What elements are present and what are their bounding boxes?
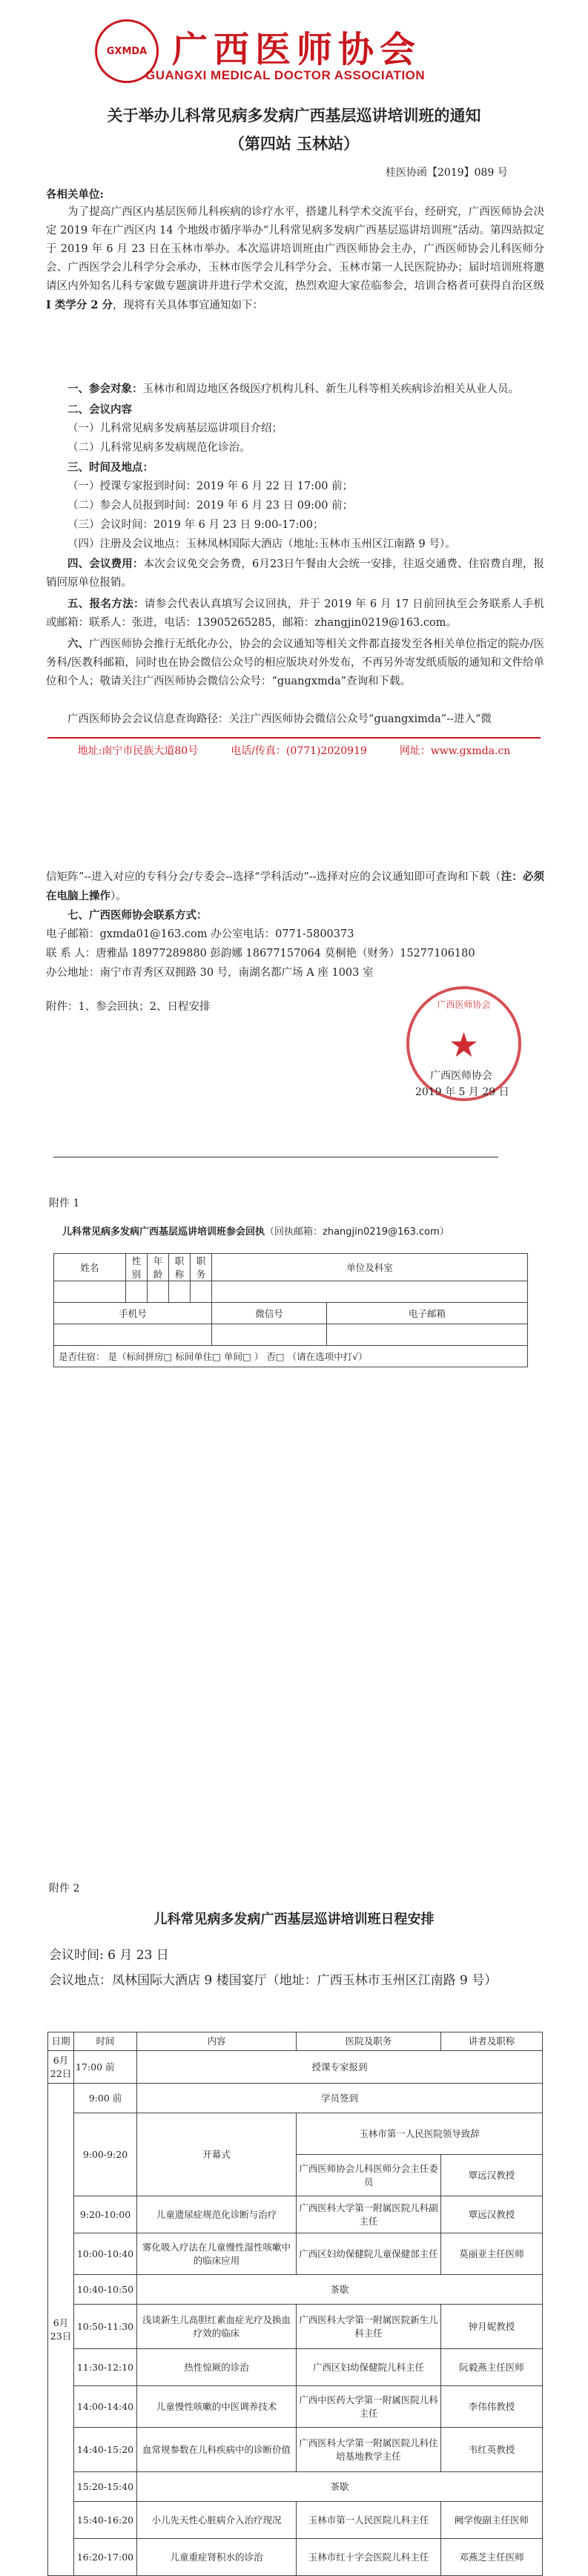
- table-cell: 玉林市第一人民医院领导致辞: [297, 2113, 543, 2155]
- table-cell: 14:40-15:20: [74, 2428, 137, 2472]
- table-cell: 儿科常见病多发病广西基层巡讲培训班参会回执: [62, 1226, 265, 1238]
- table-cell: 玉林市红十字会医院儿科主任: [297, 2539, 441, 2576]
- signature-date: 2019 年 5 月 29 日: [415, 1086, 509, 1098]
- lodging-options[interactable]: 是否住宿： 是（标间拼房□ 标间单住□ 单间□ ） 否□ （请在选项中打√）: [54, 1346, 528, 1367]
- table-cell: 广西医师协会儿科医师分会主任委员: [297, 2155, 441, 2196]
- table-cell: 学员签到: [137, 2084, 543, 2113]
- table-cell: 注：必须在电脑上操作: [46, 871, 544, 902]
- table-cell: 6月22日: [48, 2051, 74, 2084]
- section-6-path: 广西医师协会会议信息查询路径：关注广西医师协会微信公众号“guangximda”--进入“微: [67, 713, 492, 725]
- table-cell: 电话/传真：(0771)2020919: [231, 745, 367, 757]
- table-cell: 浅谈新生儿高胆红素血症光疗及换血疗效的临床: [137, 2305, 297, 2349]
- table-cell[interactable]: [54, 1324, 212, 1346]
- table-cell: 讲者及职称: [441, 2032, 543, 2051]
- table-cell: 职务: [191, 1254, 212, 1281]
- table-cell: 血常规参数在儿科疾病中的诊断价值: [137, 2428, 297, 2472]
- table-cell: 广西医师协会推行无纸化办公，协会的会议通知等相关文件都直接发至各相关单位指定的院办/医务科/医教科邮箱，同时也在协会微信公众号的相应版块对外发布，不再另外寄发纸质版的通知和文件给单位和个人；敬请关注广西医师协会微信公众号：“guangxmda”查询和下载。: [46, 638, 545, 687]
- section-4: [46, 555, 544, 592]
- table-cell: （回执邮箱：zhangjin0219@163.com）: [265, 1226, 449, 1238]
- table-cell: 15:40-16:20: [74, 2502, 137, 2539]
- section-3-item: （二）参会人员报到时间：2019 年 6 月 23 日 09:00 前；: [67, 500, 354, 512]
- table-row: [54, 1254, 528, 1281]
- table-cell: 热性惊厥的诊治: [137, 2349, 297, 2386]
- table-cell: 广西医师协会: [437, 1000, 491, 1010]
- salutation: 各相关单位:: [46, 188, 104, 201]
- table-cell: 覃远汉教授: [441, 2196, 543, 2233]
- table-cell: 医院及职务: [297, 2032, 441, 2051]
- attachment-2-label: 附件 2: [49, 1883, 80, 1895]
- table-row: [48, 2275, 543, 2305]
- table-cell: 10:40-10:50: [74, 2275, 137, 2305]
- table-row: [48, 2428, 543, 2472]
- section-2-item: （一）儿科常见病多发病基层巡讲项目介绍；: [67, 423, 283, 435]
- table-cell: 15:20-15:40: [74, 2472, 137, 2502]
- table-cell: 地址:南宁市民族大道80号: [77, 745, 199, 757]
- table-row: [48, 2349, 543, 2386]
- receipt-table: [53, 1253, 528, 1367]
- table-row: [54, 1346, 528, 1367]
- table-cell: 覃远汉教授: [441, 2155, 543, 2196]
- page-footer: [0, 743, 588, 758]
- notice-title: 关于举办儿科常见病多发病广西基层巡讲培训班的通知: [107, 107, 481, 125]
- table-cell: 玉林市第一人民医院儿科主任: [297, 2502, 441, 2539]
- table-row: [48, 2386, 543, 2428]
- table-cell: 11:30-12:10: [74, 2349, 137, 2386]
- table-row: [48, 2305, 543, 2349]
- table-cell: 职称: [169, 1254, 191, 1281]
- table-row: [48, 2196, 543, 2233]
- table-cell: 阙学俊副主任医师: [441, 2502, 543, 2539]
- section-3-item: （一）授课专家报到时间：2019 年 6 月 22 日 17:00 前；: [67, 480, 354, 492]
- table-cell: 儿童重症肾积水的诊治: [137, 2539, 297, 2576]
- table-cell: 阮毅燕主任医师: [441, 2349, 543, 2386]
- table-row: [48, 2113, 543, 2155]
- table-cell: 韦红英教授: [441, 2428, 543, 2472]
- table-cell: 内容: [137, 2032, 297, 2051]
- table-cell[interactable]: [126, 1281, 148, 1303]
- contact-address: 办公地址：南宁市青秀区双拥路 30 号，南湖名都广场 A 座 1003 室: [46, 967, 374, 979]
- table-cell: 六、: [67, 638, 90, 650]
- table-cell: 9:00-9:20: [74, 2113, 137, 2196]
- section-3-title: [46, 458, 544, 478]
- table-cell: 广西中医药大学第一附属医院儿科主任: [297, 2386, 441, 2428]
- table-row: [48, 2502, 543, 2539]
- table-cell: 17:00 前: [74, 2051, 137, 2084]
- table-cell: 茶歇: [137, 2472, 543, 2502]
- table-cell: 网址：www.gxmda.cn: [399, 745, 511, 757]
- section-7-title: [46, 906, 544, 925]
- doc-number: 桂医协函【2019】089 号: [386, 167, 508, 179]
- table-cell: 电子邮箱: [327, 1303, 528, 1324]
- section-6: [46, 635, 544, 691]
- contact-people: 联 系 人：唐雅晶 18977289880 彭韵娜 18677157064 莫桐艳（财务）15277106180: [46, 948, 475, 960]
- table-cell: 一、参会对象：: [67, 383, 143, 395]
- table-cell: 三、时间及地点：: [67, 461, 153, 474]
- page2-path: [46, 868, 544, 906]
- table-cell: 6月23日: [48, 2084, 74, 2576]
- table-cell: 二、会议内容: [67, 403, 132, 416]
- table-cell: 年龄: [148, 1254, 169, 1281]
- table-cell: 钟月妮教授: [441, 2305, 543, 2349]
- table-cell: 四、会议费用：: [67, 558, 144, 570]
- table-cell: 广西区妇幼保健院儿童保健部主任: [297, 2233, 441, 2275]
- table-cell: 玉林市和周边地区各级医疗机构儿科、新生儿科等相关疾病诊治相关从业人员。: [142, 383, 519, 395]
- table-cell: 七、广西医师协会联系方式：: [67, 909, 208, 922]
- table-cell: 信矩阵”--进入对应的专科分会/专委会--选择“学科活动”--选择对应的会议通知即可查询和下载（: [46, 871, 501, 883]
- table-cell: 儿童遗尿症规范化诊断与治疗: [137, 2196, 297, 2233]
- table-cell: 广西区妇幼保健院儿科主任: [297, 2349, 441, 2386]
- table-row: [54, 1281, 528, 1303]
- signature-org: 广西医师协会: [430, 1070, 492, 1082]
- table-cell: 姓名: [54, 1254, 126, 1281]
- table-row: [48, 2472, 543, 2502]
- table-cell: 广西医科大学第一附属医院儿科副主任: [297, 2196, 441, 2233]
- attachments-list: 附件：1、参会回执；2、日程安排: [46, 1001, 211, 1013]
- table-cell[interactable]: [148, 1281, 169, 1303]
- table-cell: ，现将有关具体事宜通知如下：: [113, 300, 264, 311]
- table-cell: 开幕式: [137, 2113, 297, 2196]
- org-name-en: GUANGXI MEDICAL DOCTOR ASSOCIATION: [145, 68, 426, 82]
- table-cell: 雾化吸入疗法在儿童慢性湿性咳嗽中的临床应用: [137, 2233, 297, 2275]
- table-cell: 单位及科室: [212, 1254, 528, 1281]
- table-cell: 莫丽亚主任医师: [441, 2233, 543, 2275]
- table-cell[interactable]: [212, 1281, 528, 1303]
- section-1: [46, 380, 544, 399]
- table-cell: 李伟伟教授: [441, 2386, 543, 2428]
- table-cell: GXMDA: [106, 45, 148, 57]
- table-cell: 16:20-17:00: [74, 2539, 137, 2576]
- table-cell: I 类学分 2 分: [46, 299, 113, 311]
- table-cell[interactable]: [212, 1324, 327, 1346]
- table-cell[interactable]: [191, 1281, 212, 1303]
- section-5: [46, 595, 544, 633]
- table-row: [48, 2539, 543, 2576]
- intro-paragraph: [46, 203, 544, 315]
- footer-divider: [47, 737, 541, 739]
- table-cell: 手机号: [54, 1303, 212, 1324]
- table-cell: 微信号: [212, 1303, 327, 1324]
- table-cell: 9:20-10:00: [74, 2196, 137, 2233]
- table-cell: 为了提高广西区内基层医师儿科疾病的诊疗水平，搭建儿科学术交流平台，经研究，广西医师协会决定 2019 年在广西区内 14 个地级市循序举办“儿科常见病多发病广西基层巡讲培训班”活动。第四站拟定于 2019 年 6 月 23 日在玉林市举办。本次巡讲培训班由广西医师协会主办，广西医师协会儿科医师分会、广西医学会儿科学分会承办，玉林市医学会儿科学分会、玉林市第一人民医院协办；届时培训班将邀请区内外知名儿科专家做专题演讲并进行学术交流，热烈欢迎大家莅临参会，培训合格者可获得自治区级: [46, 206, 544, 292]
- table-cell: 小儿先天性心脏病介入治疗现况: [137, 2502, 297, 2539]
- table-cell: ）。: [110, 891, 127, 902]
- section-3-item: （四）注册及会议地点：玉林凤林国际大酒店（地址:玉林市玉州区江南路 9 号）。: [67, 538, 456, 550]
- table-row: [48, 2032, 543, 2051]
- schedule-table: [47, 2032, 543, 2576]
- table-cell: 五、报名方法：: [67, 598, 145, 610]
- table-row: [48, 2084, 543, 2113]
- schedule-title: 儿科常见病多发病广西基层巡讲培训班日程安排: [153, 1912, 435, 1927]
- attachment-1-label: 附件 1: [49, 1198, 80, 1209]
- table-cell: 广西医科大学第一附属医院新生儿科主任: [297, 2305, 441, 2349]
- table-row: [48, 2051, 543, 2084]
- meeting-place: 会议地点：凤林国际大酒店 9 楼国宴厅（地址：广西玉林市玉州区江南路 9 号）: [49, 1973, 498, 1988]
- table-cell[interactable]: [327, 1324, 528, 1346]
- table-cell: 请参会代表认真填写会议回执，并于 2019 年 6 月 17 日前回执至会务联系人手机或邮箱：联系人：张进，电话：13905265285，邮箱：zhangjin0219@163.com。: [46, 598, 545, 629]
- table-cell: 茶歇: [137, 2275, 543, 2305]
- receipt-title: [62, 1223, 449, 1238]
- table-cell: 性别: [126, 1254, 148, 1281]
- table-cell[interactable]: [54, 1281, 126, 1303]
- section-2-item: （二）儿科常见病多发病规范化诊治。: [67, 442, 251, 454]
- section-3-item: （三）会议时间：2019 年 6 月 23 日 9:00-17:00；: [67, 519, 324, 531]
- table-row: [48, 2233, 543, 2275]
- table-cell[interactable]: [169, 1281, 191, 1303]
- table-cell: 日期: [48, 2032, 74, 2051]
- table-cell: 时间: [74, 2032, 137, 2051]
- table-cell: 14:00-14:40: [74, 2386, 137, 2428]
- section-2-title: [46, 400, 544, 420]
- star-icon: ★: [448, 1025, 480, 1065]
- table-cell: 本次会议免交会务费，6月23日午餐由大会统一安排，往返交通费、住宿费自理，报销回原单位报销。: [46, 558, 544, 589]
- table-row: [54, 1303, 528, 1324]
- table-cell: 邓燕芝主任医师: [441, 2539, 543, 2576]
- table-cell: 9:00 前: [74, 2084, 137, 2113]
- table-cell: 广西医科大学第一附属医院儿科住培基地教学主任: [297, 2428, 441, 2472]
- table-row: [54, 1324, 528, 1346]
- notice-subtitle: （第四站 玉林站）: [228, 135, 360, 153]
- table-cell: 授课专家报到: [137, 2051, 543, 2084]
- table-cell: 10:50-11:30: [74, 2305, 137, 2349]
- org-name-cn: 广西医师协会: [172, 29, 422, 70]
- table-cell: 儿童慢性咳嗽的中医调养技术: [137, 2386, 297, 2428]
- contact-email: 电子邮箱：gxmda01@163.com 办公室电话：0771-5800373: [46, 928, 354, 940]
- meeting-date: 会议时间: 6 月 23 日: [49, 1948, 169, 1963]
- table-cell: 10:00-10:40: [74, 2233, 137, 2275]
